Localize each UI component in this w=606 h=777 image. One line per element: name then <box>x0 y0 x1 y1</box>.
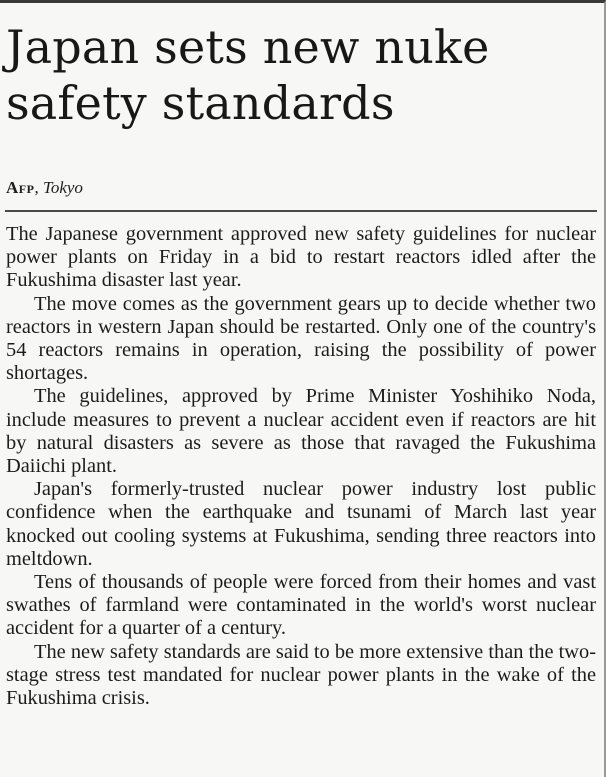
paragraph-5: Tens of thousands of people were forced from their homes and vast swathes of farmland were contaminated in the world's worst nuclear accident for a quarter of a century. <box>6 571 596 640</box>
article-body <box>6 223 596 710</box>
byline-separator: , <box>34 178 43 197</box>
byline-agency: Afp <box>6 178 35 197</box>
byline-rule <box>5 210 597 212</box>
paragraph-1: The Japanese government approved new safety guidelines for nuclear power plants on Friday in a bid to restart reactors idled after the Fukushima disaster last year. <box>6 223 596 292</box>
paragraph-2: The move comes as the government gears up to decide whether two reactors in western Japan should be restarted. Only one of the country's 54 reactors remains in operation, raising the possibility of power shortages. <box>6 292 596 385</box>
paragraph-4: Japan's formerly-trusted nuclear power industry lost public confidence when the earthquake and tsunami of March last year knocked out cooling systems at Fukushima, sending three reactors into meltdown. <box>6 478 596 570</box>
headline: Japan sets new nuke safety standards <box>6 20 490 130</box>
paragraph-3: The guidelines, approved by Prime Minister Yoshihiko Noda, include measures to prevent a nuclear accident even if reactors are hit by natural disasters as severe as those that ravaged the Fukushima Daiichi plant. <box>6 385 596 478</box>
paragraph-6: The new safety standards are said to be more extensive than the two-stage stress test mandated for nuclear power plants in the wake of the Fukushima crisis. <box>6 640 596 710</box>
byline <box>6 178 83 198</box>
byline-city: Tokyo <box>42 178 83 197</box>
